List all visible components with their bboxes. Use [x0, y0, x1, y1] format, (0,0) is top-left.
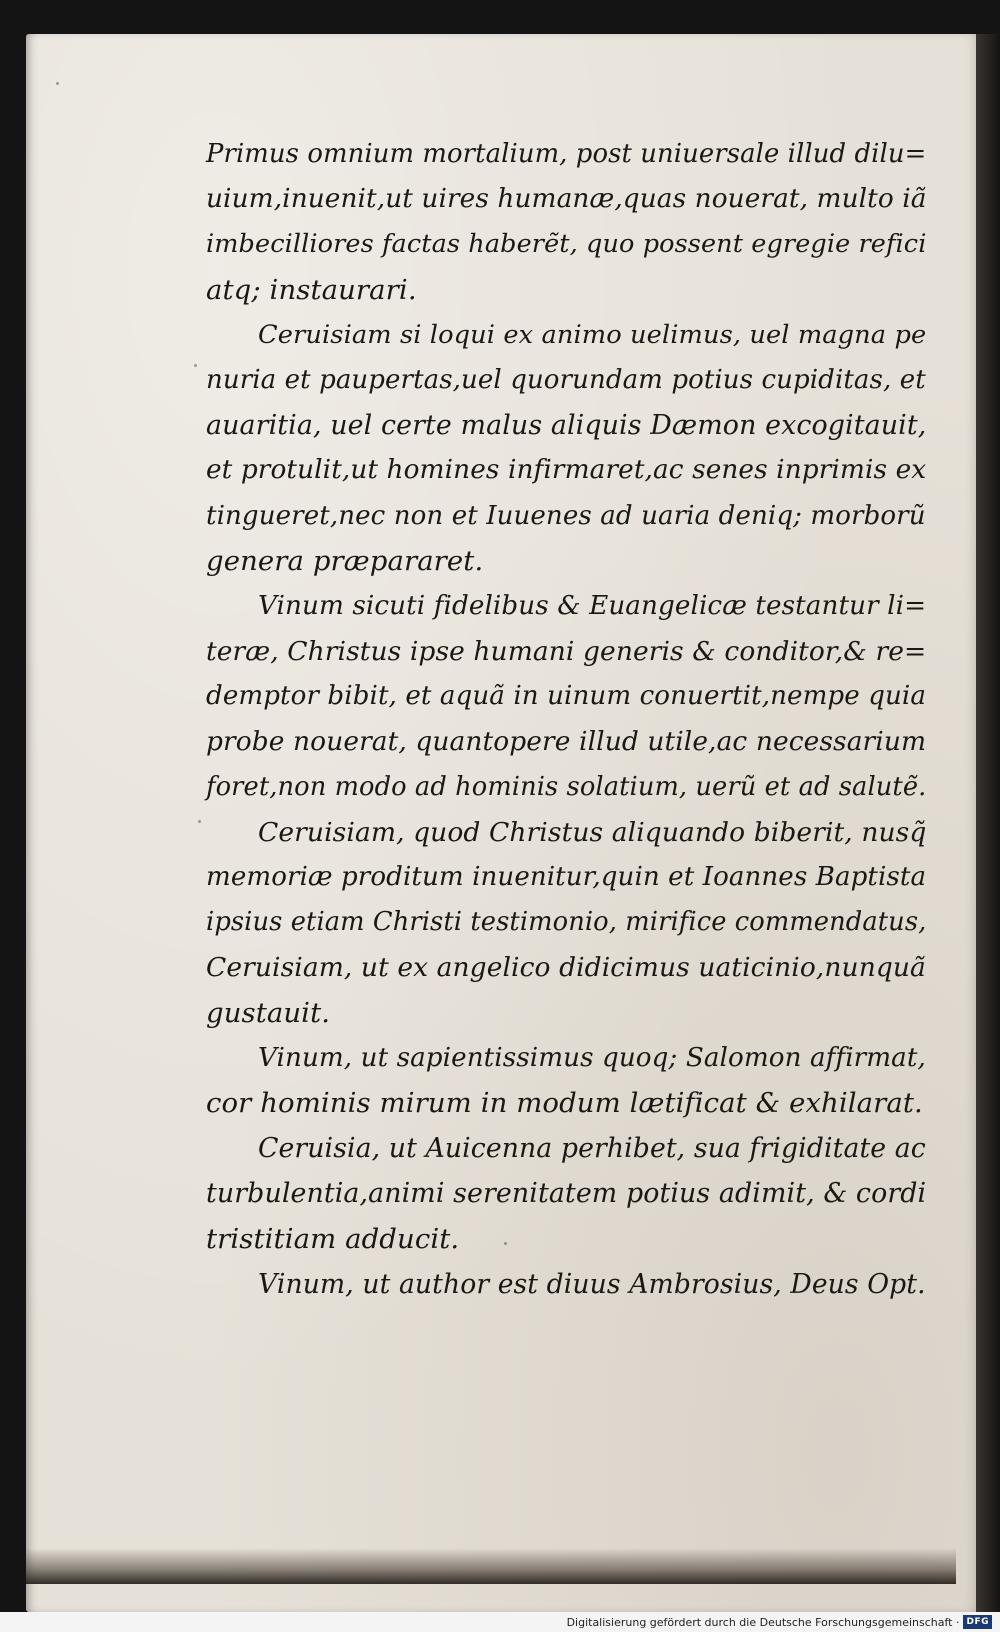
text-line: et protulit,ut homines infirmaret,ac senes inprimis ex — [206, 455, 927, 486]
text-line: Ceruisia, ut Auicenna perhibet, sua frigiditate ac — [258, 1133, 926, 1165]
dfg-logo: DFG — [963, 1615, 992, 1629]
text-line: auaritia, uel certe malus aliquis Dæmon excogitauit, — [206, 410, 927, 442]
text-line: cor hominis mirum in modum lætificat & exhilarat. — [206, 1086, 923, 1119]
text-line: tristitiam adducit. — [206, 1222, 460, 1255]
text-line: uium,inuenit,ut uires humanæ,quas nouerat, multo iã — [206, 184, 927, 215]
text-line: Vinum, ut author est diuus Ambrosius, Deus Opt. — [258, 1268, 926, 1300]
text-line: imbecilliores factas haberẽt, quo possent egregie refici — [206, 229, 927, 260]
text-line: gustauit. — [206, 996, 331, 1029]
text-line: Vinum sicuti fidelibus & Euangelicæ testantur li= — [258, 590, 927, 621]
footer-credit: Digitalisierung gefördert durch die Deutsche Forschungsgemeinschaft · — [566, 1615, 960, 1629]
text-line: genera præpararet. — [206, 544, 484, 577]
digitization-footer — [0, 1612, 1000, 1632]
text-line: ipsius etiam Christi testimonio, mirifice commendatus, — [206, 907, 927, 938]
text-line: tingueret,nec non et Iuuenes ad uaria deniq; morborũ — [206, 500, 926, 531]
text-line: Ceruisiam, ut ex angelico didicimus uaticinio,nunquã — [206, 952, 926, 984]
text-line: memoriæ proditum inuenitur,quin et Ioannes Baptista — [206, 862, 927, 892]
text-line: foret,non modo ad hominis solatium, uerũ et ad salutẽ. — [206, 771, 927, 802]
paper-speck — [56, 82, 59, 85]
text-line: Ceruisiam, quod Christus aliquando biberit, nusq̃ — [258, 816, 927, 848]
text-line: Primus omnium mortalium, post uniuersale illud dilu= — [206, 139, 927, 169]
text-line: demptor bibit, et aquã in uinum conuertit,nempe quia — [206, 681, 927, 712]
text-line: Ceruisiam si loqui ex animo uelimus, uel magna pe — [258, 319, 927, 350]
paper-speck — [198, 820, 201, 823]
text-line: turbulentia,animi serenitatem potius adimit, & cordi — [206, 1178, 927, 1210]
book-gutter — [976, 34, 1000, 1612]
page-text — [206, 132, 926, 1307]
text-line: Vinum, ut sapientissimus quoq; Salomon affirmat, — [258, 1042, 926, 1073]
paper-speck — [194, 364, 197, 367]
text-line: teræ, Christus ipse humani generis & conditor,& re= — [206, 636, 927, 668]
text-line: probe nouerat, quantopere illud utile,ac necessarium — [206, 726, 927, 758]
text-line: atq; instaurari. — [206, 273, 417, 306]
text-line: nuria et paupertas,uel quorundam potius cupiditas, et — [206, 364, 926, 395]
page-bottom-edge — [26, 1548, 956, 1584]
